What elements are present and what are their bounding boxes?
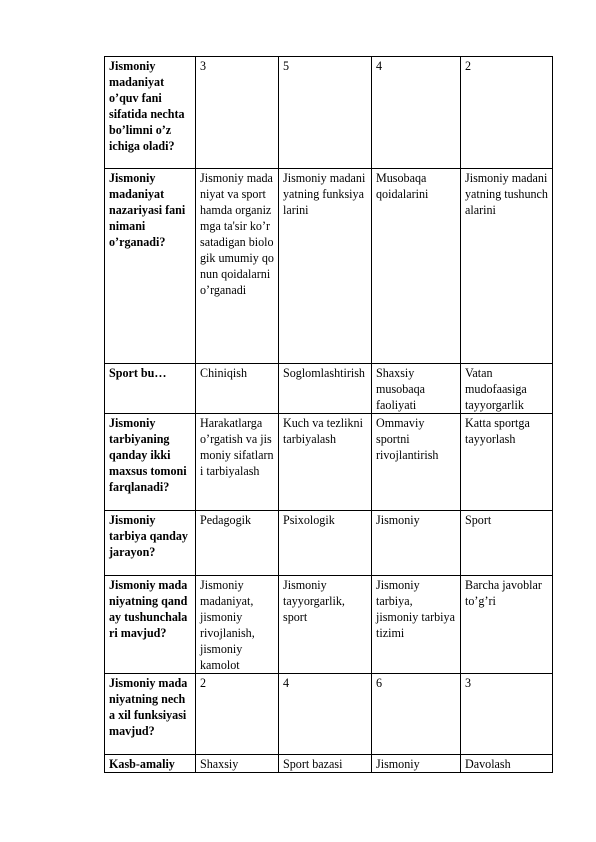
- option-c-cell: 4: [372, 57, 461, 169]
- question-cell: Sport bu…: [105, 364, 196, 414]
- table-row: [105, 364, 553, 414]
- quiz-table: [104, 56, 553, 773]
- question-cell: Jismoniy tarbiyaning qanday ikki maxsus tomoni farqlanadi?: [105, 414, 196, 511]
- option-b-cell: Psixologik: [279, 511, 372, 576]
- option-b-cell: Soglomlashtirish: [279, 364, 372, 414]
- option-a-cell: 2: [196, 674, 279, 755]
- option-d-cell: Barcha javoblar to’g’ri: [461, 576, 553, 674]
- table-row: [105, 511, 553, 576]
- option-a-cell: 3: [196, 57, 279, 169]
- option-a-cell: Jismoniy madaniyat va sport hamda organizmga ta'sir ko’rsatadigan biologik umumiy qonun qoidalarni o’rganadi: [196, 169, 279, 364]
- question-cell: Jismoniy madaniyat o’quv fani sifatida nechta bo’limni o’z ichiga oladi?: [105, 57, 196, 169]
- option-c-cell: Jismoniy tarbiya, jismoniy tarbiya tizimi: [372, 576, 461, 674]
- option-c-cell: 6: [372, 674, 461, 755]
- option-a-cell: Harakatlarga o’rgatish va jismoniy sifatlarni tarbiyalash: [196, 414, 279, 511]
- option-c-cell: Ommaviy sportni rivojlantirish: [372, 414, 461, 511]
- table-row: [105, 169, 553, 364]
- option-d-cell: Katta sportga tayyorlash: [461, 414, 553, 511]
- option-b-cell: 4: [279, 674, 372, 755]
- table-row: [105, 57, 553, 169]
- option-d-cell: Sport: [461, 511, 553, 576]
- option-a-cell: Pedagogik: [196, 511, 279, 576]
- question-cell: Jismoniy tarbiya qanday jarayon?: [105, 511, 196, 576]
- table-row: [105, 414, 553, 511]
- option-d-cell: 2: [461, 57, 553, 169]
- option-c-cell: Musobaqa qoidalarini: [372, 169, 461, 364]
- option-b-cell: 5: [279, 57, 372, 169]
- table-row: [105, 674, 553, 755]
- option-c-cell: Jismoniy: [372, 511, 461, 576]
- option-d-cell: Davolash: [461, 755, 553, 773]
- option-a-cell: Shaxsiy: [196, 755, 279, 773]
- option-d-cell: Jismoniy madaniyatning tushunchalarini: [461, 169, 553, 364]
- option-b-cell: Jismoniy madaniyatning funksiyalarini: [279, 169, 372, 364]
- question-cell: Jismoniy madaniyatning necha xil funksiyasi mavjud?: [105, 674, 196, 755]
- option-c-cell: Shaxsiy musobaqa faoliyati: [372, 364, 461, 414]
- option-a-cell: Jismoniy madaniyat, jismoniy rivojlanish, jismoniy kamolot: [196, 576, 279, 674]
- question-cell: Jismoniy madaniyatning qanday tushunchalari mavjud?: [105, 576, 196, 674]
- option-b-cell: Jismoniy tayyorgarlik, sport: [279, 576, 372, 674]
- question-cell: Kasb-amaliy: [105, 755, 196, 773]
- option-b-cell: Kuch va tezlikni tarbiyalash: [279, 414, 372, 511]
- option-a-cell: Chiniqish: [196, 364, 279, 414]
- table-row: [105, 576, 553, 674]
- option-d-cell: Vatan mudofaasiga tayyorgarlik: [461, 364, 553, 414]
- option-d-cell: 3: [461, 674, 553, 755]
- option-b-cell: Sport bazasi: [279, 755, 372, 773]
- question-cell: Jismoniy madaniyat nazariyasi fani nimani o’rganadi?: [105, 169, 196, 364]
- option-c-cell: Jismoniy: [372, 755, 461, 773]
- table-row: [105, 755, 553, 773]
